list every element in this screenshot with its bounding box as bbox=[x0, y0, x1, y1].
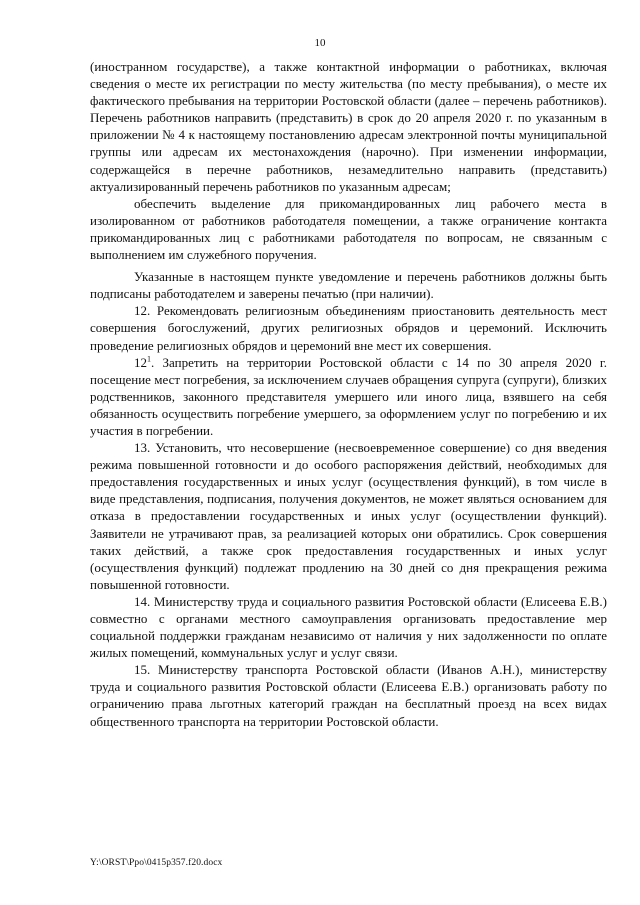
item-superscript: 1 bbox=[147, 354, 151, 364]
paragraph-item-13: 13. Установить, что несовершение (несвоевременное совершение) со дня введения режима повышенной готовности и до особого распоряжения действий, необходимых для предоставления государственных и иных услуг (осуществления функций), в том числе в виде представления, подписания, получения документов, не может являться основанием для отказа в предоставлении государственных и иных услуг (осуществлении функций). Заявители не утрачивают прав, за реализацией которых они обратились. Срок совершения таких действий, а также срок предоставления государственных и иных услуг (осуществления функций) подлежат продлению на 30 дней со дня прекращения режима повышенной готовности. bbox=[90, 440, 607, 592]
document-body bbox=[90, 58, 607, 730]
paragraph-item-15: 15. Министерству транспорта Ростовской области (Иванов А.Н.), министерству труда и социального развития Ростовской области (Елисеева Е.В.) организовать работу по ограничению права льготных категорий граждан на бесплатный проезд на всех видах общественного транспорта на территории Ростовской области. bbox=[90, 662, 607, 729]
paragraph-workplace-isolation: обеспечить выделение для прикомандированных лиц рабочего места в изолированном от работников работодателя помещении, а также ограничение контакта прикомандированных лиц с работниками работодателя по вопросам, не связанным с выполнением им служебного поручения. bbox=[90, 195, 607, 263]
item-number: 12 bbox=[134, 354, 147, 370]
paragraph-signature-requirement: Указанные в настоящем пункте уведомление и перечень работников должны быть подписаны работодателем и заверены печатью (при наличии). bbox=[90, 269, 607, 302]
page-number: 10 bbox=[314, 37, 326, 49]
paragraph-item-12-1 bbox=[90, 354, 607, 439]
paragraph-item-14: 14. Министерству труда и социального развития Ростовской области (Елисеева Е.В.) совместно с органами местного самоуправления организовать предоставление мер социальной поддержки гражданам независимо от наличия у них задолженности по оплате жилых помещений, коммунальных услуг и услуг связи. bbox=[90, 593, 607, 661]
paragraph-continuation: (иностранном государстве), а также контактной информации о работниках, включая сведения о месте их регистрации по месту жительства (по месту пребывания), о месте их фактического пребывания на территории Ростовской области (далее – перечень работников). Перечень работников направить (представить) в срок до 20 апреля 2020 г. по указанным в приложении № 4 к настоящему постановлению адресам электронной почты муниципальной группы или адресам их местонахождения (нарочно). При изменении информации, содержащейся в перечне работников, незамедлительно направить (представить) актуализированный перечень работников по указанным адресам; bbox=[90, 59, 607, 194]
paragraph-item-12: 12. Рекомендовать религиозным объединениям приостановить деятельность мест совершения богослужений, других религиозных обрядов и церемоний. Исключить проведение религиозных обрядов и церемоний вне мест их совершения. bbox=[90, 303, 607, 353]
item-text: . Запретить на территории Ростовской области с 14 по 30 апреля 2020 г. посещение мест погребения, за исключением случаев обращения супруга (супруги), близких родственников, законного представителя умершего или иного лица, взявшего на себя обязанность осуществить погребение умершего, за оформлением услуг по погребению и их участия в погребении. bbox=[90, 354, 607, 438]
file-path-footer: Y:\ORST\Ppo\0415p357.f20.docx bbox=[90, 858, 223, 868]
